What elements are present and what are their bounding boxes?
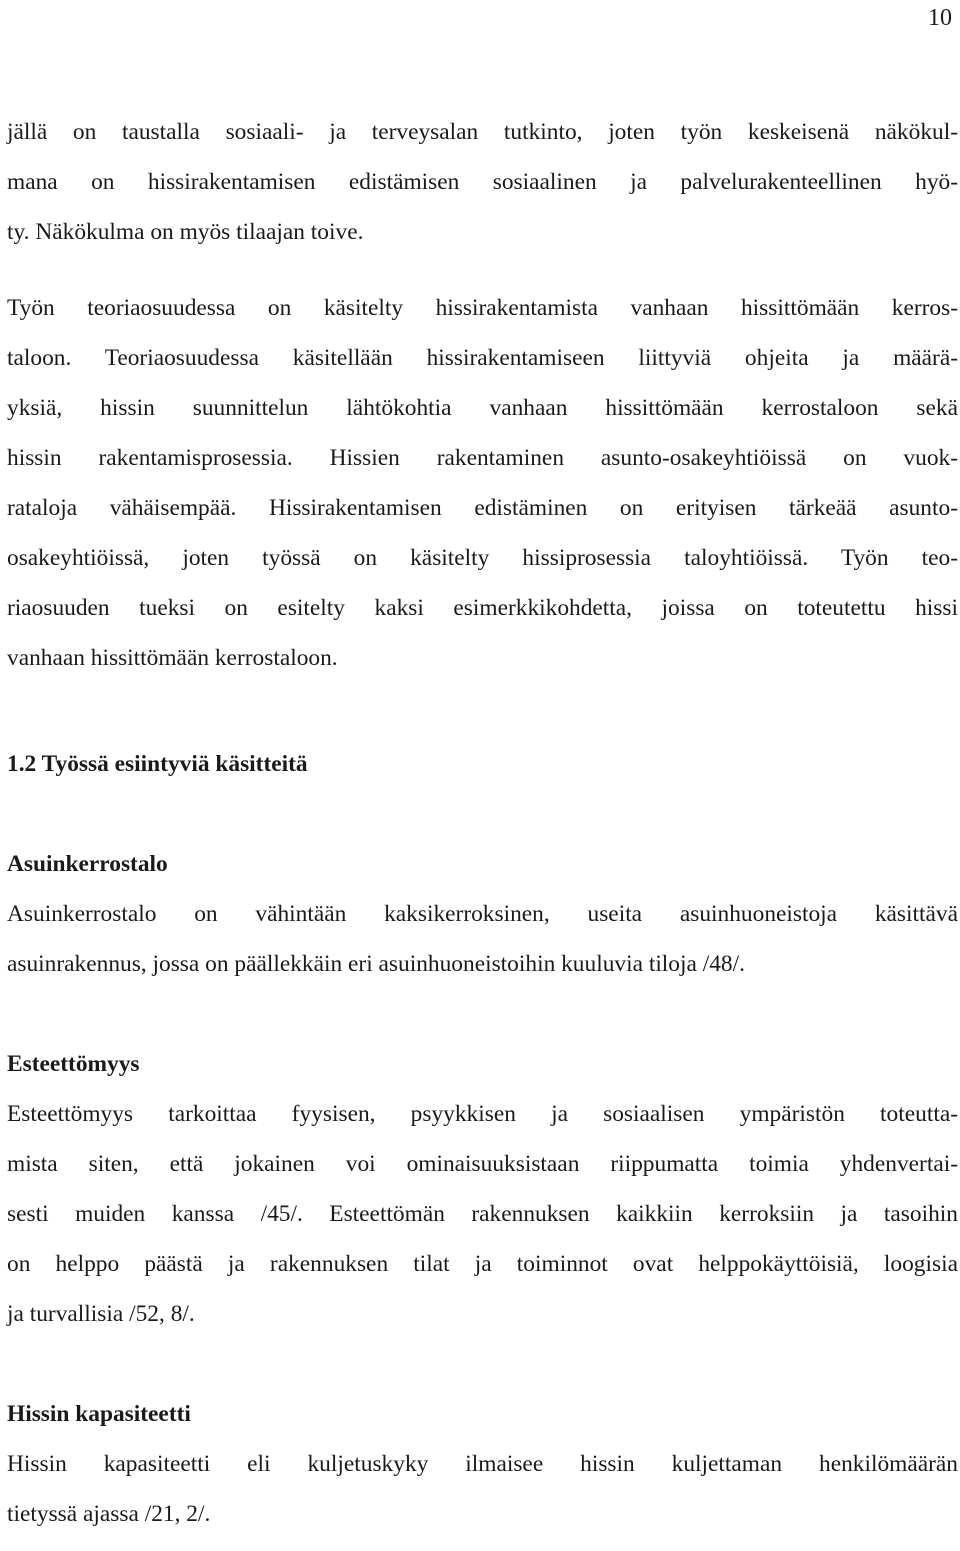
text-line: jällä on taustalla sosiaali- ja terveysalan tutkinto, joten työn keskeisenä näkökul-: [7, 119, 958, 145]
text-line: rataloja vähäisempää. Hissirakentamisen edistäminen on erityisen tärkeää asunto-: [7, 495, 958, 521]
text-line: hissin rakentamisprosessia. Hissien rakentaminen asunto-osakeyhtiöissä on vuok-: [7, 445, 958, 471]
text-line: asuinrakennus, jossa on päällekkäin eri asuinhuoneistoihin kuuluvia tiloja /48/.: [7, 951, 745, 977]
page-number: 10: [928, 5, 952, 31]
term-heading: Esteettömyys: [7, 1051, 140, 1077]
text-line: yksiä, hissin suunnittelun lähtökohtia vanhaan hissittömään kerrostaloon sekä: [7, 395, 958, 421]
text-line: mana on hissirakentamisen edistämisen sosiaalinen ja palvelurakenteellinen hyö-: [7, 169, 958, 195]
text-line: ja turvallisia /52, 8/.: [7, 1301, 195, 1327]
text-line: ty. Näkökulma on myös tilaajan toive.: [7, 219, 364, 245]
text-line: Asuinkerrostalo on vähintään kaksikerroksinen, useita asuinhuoneistoja käsittävä: [7, 901, 958, 927]
text-line: Työn teoriaosuudessa on käsitelty hissirakentamista vanhaan hissittömään kerros-: [7, 295, 958, 321]
term-heading: Hissin kapasiteetti: [7, 1401, 191, 1427]
text-line: Esteettömyys tarkoittaa fyysisen, psyykkisen ja sosiaalisen ympäristön toteutta-: [7, 1101, 958, 1127]
text-line: riaosuuden tueksi on esitelty kaksi esimerkkikohdetta, joissa on toteutettu hissi: [7, 595, 958, 621]
text-line: on helppo päästä ja rakennuksen tilat ja toiminnot ovat helppokäyttöisiä, loogisia: [7, 1251, 958, 1277]
text-line: tietyssä ajassa /21, 2/.: [7, 1501, 211, 1527]
text-line: taloon. Teoriaosuudessa käsitellään hissirakentamiseen liittyviä ohjeita ja määrä-: [7, 345, 958, 371]
text-line: osakeyhtiöissä, joten työssä on käsitelty hissiprosessia taloyhtiöissä. Työn teo-: [7, 545, 958, 571]
text-line: vanhaan hissittömään kerrostaloon.: [7, 645, 338, 671]
section-heading: 1.2 Työssä esiintyviä käsitteitä: [7, 751, 308, 777]
term-heading: Asuinkerrostalo: [7, 851, 168, 877]
text-line: mista siten, että jokainen voi ominaisuuksistaan riippumatta toimia yhdenvertai-: [7, 1151, 958, 1177]
text-line: Hissin kapasiteetti eli kuljetuskyky ilmaisee hissin kuljettaman henkilömäärän: [7, 1451, 958, 1477]
text-line: sesti muiden kanssa /45/. Esteettömän rakennuksen kaikkiin kerroksiin ja tasoihin: [7, 1201, 958, 1227]
